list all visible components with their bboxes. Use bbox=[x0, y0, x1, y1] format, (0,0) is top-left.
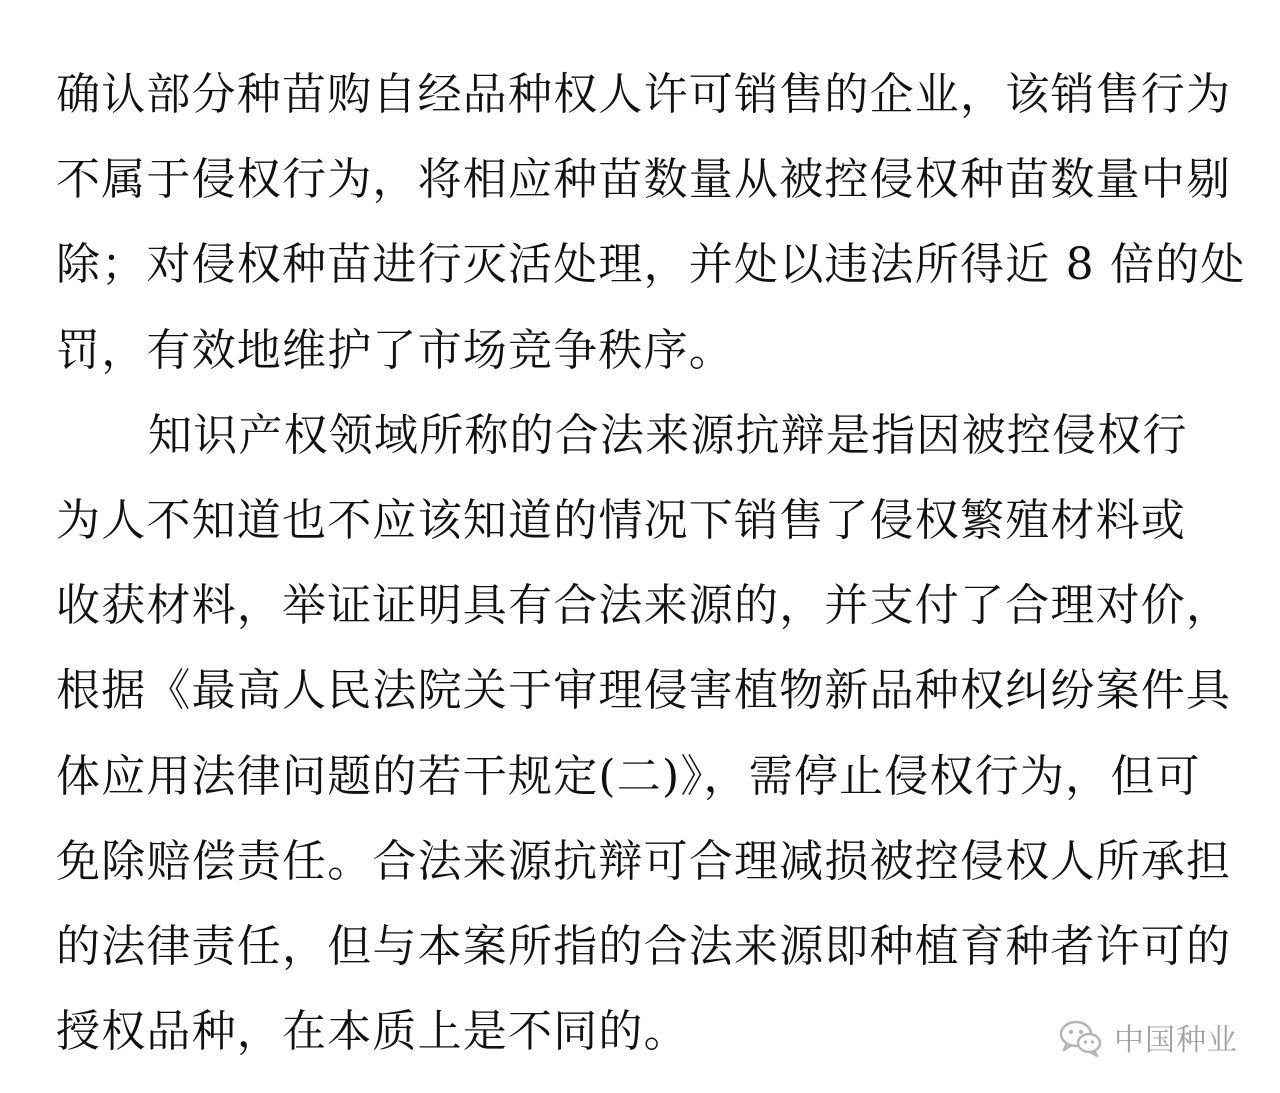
text-line: 授权品种，在本质上是不同的。 bbox=[56, 1006, 689, 1058]
text-line: 的法律责任，但与本案所指的合法来源即种植育种者许可的 bbox=[56, 920, 1232, 972]
text-line: 确认部分种苗购自经品种权人许可销售的企业，该销售行为 bbox=[56, 69, 1232, 120]
watermark-text: 中国种业 bbox=[1114, 1023, 1238, 1058]
body-text bbox=[56, 52, 1246, 1074]
text-line: 体应用法律问题的若干规定(二)》，需停止侵权行为，但可 bbox=[56, 750, 1201, 802]
watermark bbox=[1056, 1012, 1238, 1062]
text-line: 罚，有效地维护了市场竞争秩序。 bbox=[56, 324, 734, 376]
text-line-paragraph-start: 知识产权领域所称的合法来源抗辩是指因被控侵权行 bbox=[148, 409, 1188, 461]
text-line: 除；对侵权种苗进行灭活处理，并处以违法所得近 8 倍的处 bbox=[56, 239, 1246, 291]
text-line: 不属于侵权行为，将相应种苗数量从被控侵权种苗数量中剔 bbox=[56, 154, 1232, 206]
text-line: 免除赔偿责任。合法来源抗辩可合理减损被控侵权人所承担 bbox=[56, 835, 1232, 887]
text-line: 为人不知道也不应该知道的情况下销售了侵权繁殖材料或 bbox=[56, 494, 1186, 546]
text-line: 根据《最高人民法院关于审理侵害植物新品种权纠纷案件具 bbox=[56, 665, 1232, 717]
text-line: 收获材料，举证证明具有合法来源的，并支付了合理对价， bbox=[56, 580, 1232, 632]
wechat-icon bbox=[1056, 1012, 1106, 1062]
